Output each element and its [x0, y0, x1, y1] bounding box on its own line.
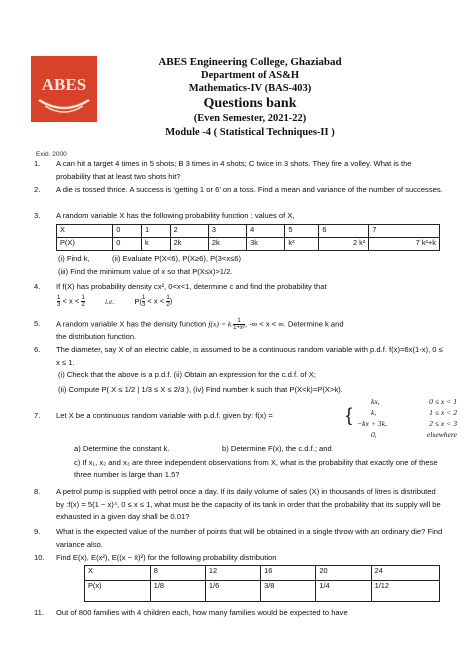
q-text: A petrol pump is supplied with petrol once a day. If its daily volume of sales (X) in thousands of litres is distributed by :f(x) = 5(1 − x)⁴, 0 ≤ x ≤ 1, what must be the capacity of its tank in order that the probability that its supply will be exhausted in a given day shall be 0.01?	[56, 487, 441, 521]
table-cell: 3k	[247, 238, 285, 251]
piecewise-brace: {	[346, 405, 353, 425]
table-cell: X	[85, 566, 151, 581]
table-row	[57, 225, 440, 238]
fraction: $\frac{1}{3}$	[141, 295, 146, 308]
q-text: Let X be a continuous random variable with p.d.f. given by: f(x) =	[56, 411, 273, 420]
question-11	[34, 607, 444, 620]
q-number: 11.	[34, 608, 44, 617]
table-cell: 3	[208, 225, 246, 238]
question-3	[34, 210, 444, 223]
q6-sub-i: (i) Check that the above is a p.d.f. (ii) Obtain an expression for the c.d.f. of X;	[58, 370, 316, 379]
table-cell: 1/4	[316, 581, 371, 602]
q-text: The diameter, say X of an electric cable, is assumed to be a continuous random variable with p.d.f. f(x)=6x(1-x), 0 ≤ x ≤ 1.	[56, 345, 443, 367]
svg-text:ABES: ABES	[41, 75, 87, 94]
q-text: What is the expected value of the number of points that will be obtained in a single throw with an ordinary die? Find variance also.	[56, 527, 443, 549]
q7-cases: kx, 0 ≤ x < 1 k, 1 ≤ x < 2 −kx + 3k, 2 ≤ x < 3 0, elsewhere	[357, 397, 457, 439]
question-1	[34, 158, 444, 183]
table-cell: 1/8	[150, 581, 205, 602]
q7-sub-c: c) If x₁, x₂ and x₃ are three independent observations from X, what is the probability that exactly one of these three number is large than 1.5?	[74, 458, 438, 479]
table-cell: 2k	[208, 238, 246, 251]
fraction: $\frac{1}{2}$	[81, 295, 85, 308]
q-number: 2.	[34, 185, 41, 194]
table-cell: 1/12	[371, 581, 439, 602]
fraction: $\frac{1}{3}$	[57, 295, 61, 308]
question-6	[34, 344, 444, 369]
table-cell: 7	[369, 225, 440, 238]
fraction: $\frac{1}{2}$	[166, 295, 170, 308]
q-number: 5.	[34, 319, 41, 328]
question-5: 5. A random variable X has the density function f(x) = k. $\frac{1}{\text{1+x²}}$ , -∞ < x < ∞. Determine k and the distribution function.	[34, 318, 344, 341]
table-cell: 3/8	[261, 581, 316, 602]
table-cell: 20	[316, 566, 371, 581]
q-text: A can hit a target 4 times in 5 shots; B 3 times in 4 shots; C twice in 3 shots. They fire a volley. What is the probability that at least two shots hit?	[56, 159, 412, 181]
doc-title: Questions bank	[203, 96, 297, 111]
table-row	[85, 566, 440, 581]
department: Department of AS&H	[201, 70, 299, 81]
q7-sub-a: a) Determine the constant k.	[74, 444, 170, 453]
table-row	[57, 238, 440, 251]
q-number: 4.	[34, 282, 41, 291]
table-cell: 4	[247, 225, 285, 238]
table-cell: 16	[261, 566, 316, 581]
table-cell: 0	[113, 225, 142, 238]
table-cell: k	[141, 238, 170, 251]
question-10	[34, 552, 444, 565]
q-text: A die is tossed thrice. A success is ‘getting 1 or 6’ on a toss. Find a mean and variance of the number of successes.	[56, 185, 443, 194]
question-4	[34, 281, 444, 294]
abes-logo	[31, 56, 97, 122]
q3-sub-iii: (iii) Find the minimum value of x so that P(X≤x)>1/2.	[58, 267, 233, 276]
question-2	[34, 184, 444, 197]
q4-inequality: $\frac{1}{3}$ < x < $\frac{1}{2}$ i.e. P( $\frac{1}{3}$ < x < $\frac{1}{2}$ )	[57, 295, 173, 308]
q-number: 7.	[34, 411, 41, 420]
table-cell: P(X)	[57, 238, 113, 251]
q7-sub-b: b) Determine F(x), the c.d.f.; and	[222, 444, 332, 453]
q6-sub-ii: (ii) Compute P( X ≤ 1/2 | 1/3 ≤ X ≤ 2/3 ), (iv) Find number k such that P(X<k)=P(X>k).	[58, 385, 343, 394]
table-cell: 24	[371, 566, 439, 581]
college-name: ABES Engineering College, Ghaziabad	[158, 56, 342, 68]
q-number: 6.	[34, 345, 41, 354]
table-cell: 2k	[170, 238, 208, 251]
q-text: Find E(x), E(x²), E((x − x̄)²) for the following probability distribution	[56, 553, 277, 562]
semester: (Even Semester, 2021-22)	[193, 113, 307, 124]
q-number: 8.	[34, 487, 41, 496]
table-cell: 5	[285, 225, 319, 238]
table-cell: 6	[319, 225, 369, 238]
q-text: A random variable X has the density function	[56, 319, 207, 329]
q3-sub-ii: (ii) Evaluate P(X<6), P(X≥6), P(3<x≤6)	[112, 254, 242, 263]
q-number: 1.	[34, 159, 41, 168]
table-cell: 0	[113, 238, 142, 251]
q-number: 3.	[34, 211, 41, 220]
table-cell: 1/6	[205, 581, 260, 602]
q10-distribution-table	[84, 565, 440, 602]
q3-sub-i: (i) Find k,	[58, 254, 90, 263]
table-cell: 7 k²+k	[369, 238, 440, 251]
table-cell: X	[57, 225, 113, 238]
table-row	[85, 581, 440, 602]
table-cell: 12	[205, 566, 260, 581]
q-text: A random variable X has the following probability function : values of X,	[56, 211, 295, 220]
table-cell: 1	[141, 225, 170, 238]
table-cell: k²	[285, 238, 319, 251]
table-cell: 8	[150, 566, 205, 581]
q-text: Out of 800 families with 4 children each, how many families would be expected to have	[56, 608, 348, 617]
q-text: If f(X) has probability density cx², 0<x<1, determine c and find the probability that	[56, 282, 327, 291]
table-cell: 2 k²	[319, 238, 369, 251]
q3-probability-table	[56, 224, 440, 251]
fraction: $\frac{1}{\text{1+x²}}$	[233, 318, 245, 331]
question-8	[34, 486, 444, 524]
q-number: 10.	[34, 553, 45, 562]
course: Mathematics-IV (BAS-403)	[188, 83, 312, 94]
table-cell: 2	[170, 225, 208, 238]
question-9	[34, 526, 444, 551]
exid-note: Exid. 2000	[36, 151, 67, 158]
table-cell: P(x)	[85, 581, 151, 602]
module: Module -4 ( Statistical Techniques-II )	[165, 127, 335, 138]
q-number: 9.	[34, 527, 41, 536]
